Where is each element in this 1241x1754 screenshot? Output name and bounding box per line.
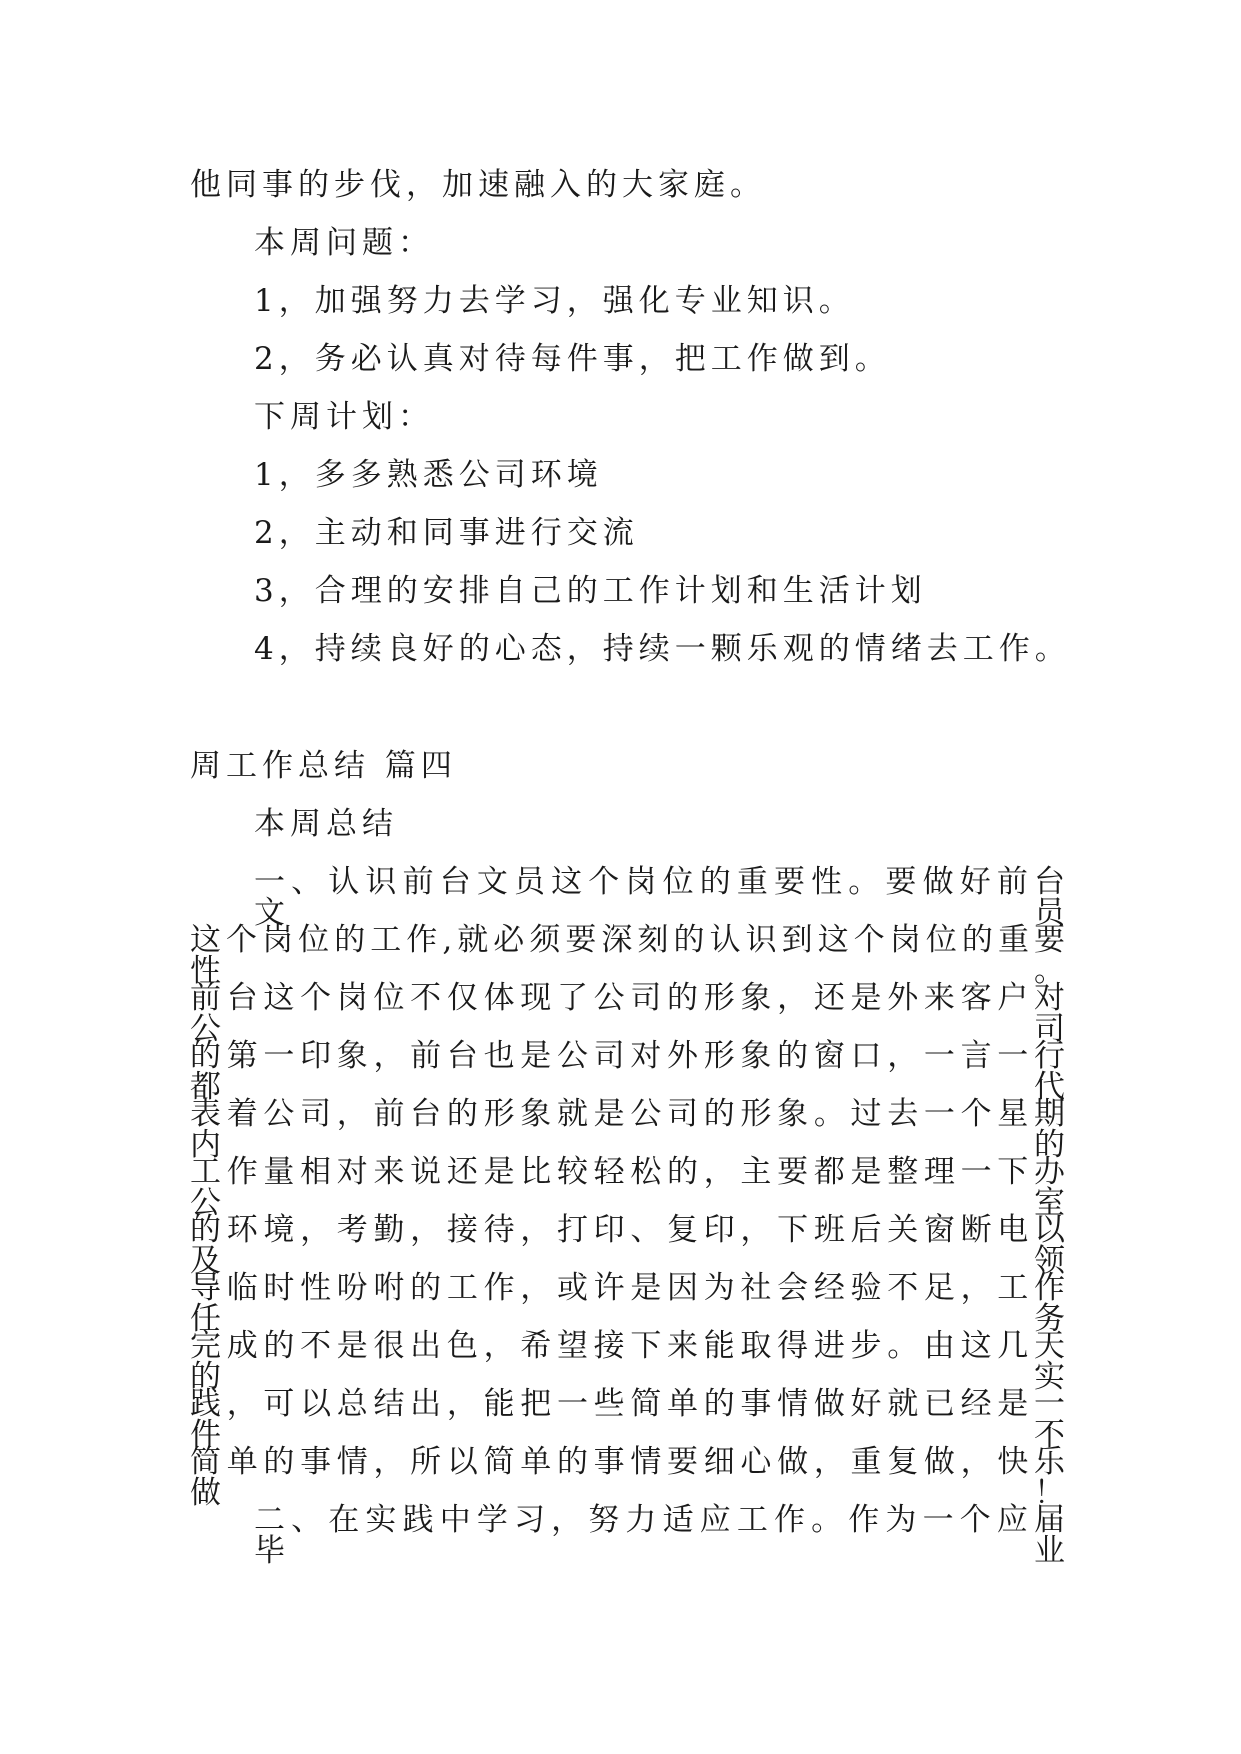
paragraph-line: 二、在实践中学习，努力适应工作。作为一个应届毕业 xyxy=(254,1502,1070,1569)
problem-item: 1，加强努力去学习，强化专业知识。 xyxy=(254,283,855,319)
paragraph-line: 导临时性吩咐的工作，或许是因为社会经验不足，工作任务 xyxy=(190,1270,1070,1337)
paragraph-line: 的环境，考勤，接待，打印、复印，下班后关窗断电以及领 xyxy=(190,1212,1070,1279)
paragraph-line: 完成的不是很出色，希望接下来能取得进步。由这几天的实 xyxy=(190,1328,1070,1395)
paragraph-line: 工作量相对来说还是比较轻松的，主要都是整理一下办公室 xyxy=(190,1154,1070,1221)
paragraph-line: 简单的事情，所以简单的事情要细心做，重复做，快乐做！ xyxy=(190,1444,1070,1511)
paragraph-line: 一、认识前台文员这个岗位的重要性。要做好前台文员 xyxy=(254,864,1070,931)
plan-item: 2，主动和同事进行交流 xyxy=(254,515,639,551)
plan-item: 1，多多熟悉公司环境 xyxy=(254,457,603,493)
plan-item: 4，持续良好的心态，持续一颗乐观的情绪去工作。 xyxy=(254,631,1071,667)
paragraph-line: 表着公司，前台的形象就是公司的形象。过去一个星期内的 xyxy=(190,1096,1070,1163)
problems-heading: 本周问题： xyxy=(254,225,434,261)
paragraph-line: 践，可以总结出，能把一些简单的事情做好就已经是一件不 xyxy=(190,1386,1070,1453)
section-subheading: 本周总结 xyxy=(254,806,398,842)
paragraph-line: 的第一印象，前台也是公司对外形象的窗口，一言一行都代 xyxy=(190,1038,1070,1105)
plan-heading: 下周计划： xyxy=(254,399,434,435)
problem-item: 2，务必认真对待每件事，把工作做到。 xyxy=(254,341,891,377)
paragraph-line: 这个岗位的工作,就必须要深刻的认识到这个岗位的重要性。 xyxy=(190,922,1070,989)
paragraph-continuation: 他同事的步伐，加速融入的大家庭。 xyxy=(190,167,766,203)
paragraph-line: 前台这个岗位不仅体现了公司的形象，还是外来客户对公司 xyxy=(190,980,1070,1047)
section-title: 周工作总结 篇四 xyxy=(190,748,457,784)
plan-item: 3，合理的安排自己的工作计划和生活计划 xyxy=(254,573,927,609)
